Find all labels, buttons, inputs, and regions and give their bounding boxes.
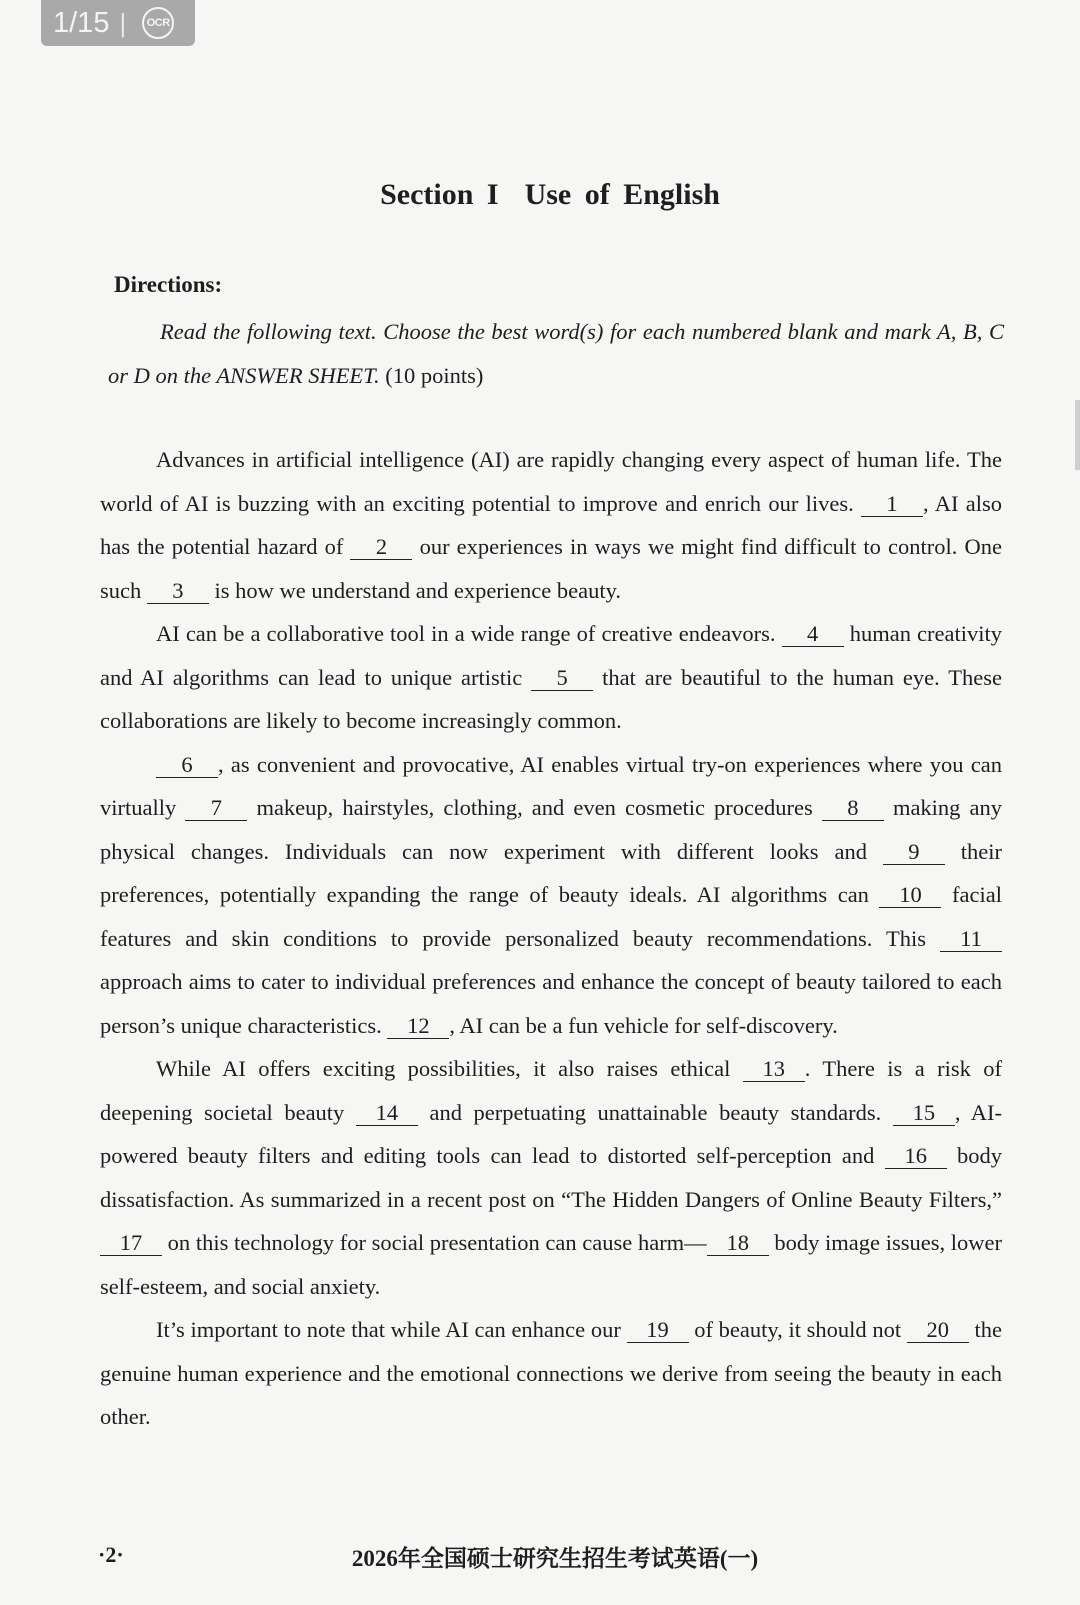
paragraph-3 bbox=[100, 743, 1002, 1048]
page-number: ·2· bbox=[98, 1542, 124, 1567]
blank-15: 15 bbox=[893, 1101, 955, 1126]
blank-10: 10 bbox=[879, 883, 941, 908]
passage-text: It’s important to note that while AI can enhance our bbox=[156, 1317, 627, 1342]
paragraph-4 bbox=[100, 1047, 1002, 1308]
paragraph-2 bbox=[100, 612, 1002, 743]
blank-20: 20 bbox=[907, 1318, 969, 1343]
page-counter[interactable] bbox=[41, 0, 195, 46]
directions-text bbox=[108, 310, 1004, 398]
blank-12: 12 bbox=[387, 1014, 449, 1039]
page-counter-separator: | bbox=[119, 7, 127, 38]
blank-8: 8 bbox=[822, 796, 884, 821]
blank-11: 11 bbox=[940, 927, 1002, 952]
passage-text: on this technology for social presentation can cause harm— bbox=[162, 1230, 707, 1255]
blank-14: 14 bbox=[356, 1101, 418, 1126]
passage-text: , as convenient and provocative, AI enables virtual try-on experiences where you can virtually bbox=[100, 751, 1002, 820]
passage bbox=[100, 438, 1002, 1439]
blank-2: 2 bbox=[350, 535, 412, 560]
passage-text: and perpetuating unattainable beauty standards. bbox=[417, 1099, 893, 1125]
directions-heading: Directions: bbox=[114, 272, 223, 297]
page-edge-mark bbox=[1075, 400, 1080, 470]
passage-text: their preferences, potentially expanding the range of beauty ideals. AI algorithms can bbox=[100, 838, 1002, 907]
blank-6: 6 bbox=[156, 753, 218, 778]
ocr-icon[interactable] bbox=[142, 7, 174, 39]
passage-text: While AI offers exciting possibilities, it also raises ethical bbox=[156, 1056, 743, 1081]
passage-text: that are beautiful to the human eye. These collaborations are likely to become increasingly common. bbox=[100, 664, 1002, 733]
blank-1: 1 bbox=[861, 492, 923, 517]
passage-text: AI can be a collaborative tool in a wide range of creative endeavors. bbox=[156, 621, 782, 646]
exam-title: 2026年全国硕士研究生招生考试英语(一) bbox=[351, 1546, 759, 1571]
passage-text: is how we understand and experience beauty. bbox=[208, 577, 622, 603]
blank-5: 5 bbox=[531, 666, 593, 691]
blank-18: 18 bbox=[707, 1231, 769, 1256]
blank-13: 13 bbox=[743, 1057, 805, 1082]
passage-text: makeup, hairstyles, clothing, and even cosmetic procedures bbox=[247, 795, 822, 820]
section-title-part1: Section I bbox=[380, 178, 499, 211]
passage-text: making any physical changes. Individuals can now experiment with different looks and bbox=[100, 795, 1003, 864]
passage-text: , AI-powered beauty filters and editing tools can lead to distorted self-perception and bbox=[100, 1099, 1003, 1168]
page-counter-text: 1/15 bbox=[53, 6, 110, 39]
passage-text: of beauty, it should not bbox=[688, 1317, 907, 1342]
blank-9: 9 bbox=[883, 840, 945, 865]
ocr-icon-label: OCR bbox=[146, 17, 170, 29]
blank-7: 7 bbox=[185, 796, 247, 821]
section-title-part2: Use of English bbox=[524, 178, 720, 211]
passage-text: , AI can be a fun vehicle for self-discovery. bbox=[449, 1012, 838, 1038]
paragraph-1 bbox=[100, 438, 1002, 612]
passage-text: human creativity and AI algorithms can lead to unique artistic bbox=[100, 621, 1002, 690]
passage-text: body dissatisfaction. As summarized in a recent post on “The Hidden Dangers of Online Beauty Filters,” bbox=[100, 1143, 1003, 1212]
passage-text: , AI also has the potential hazard of bbox=[100, 490, 1002, 559]
passage-text: Advances in artificial intelligence (AI) are rapidly changing every aspect of human life. The world of AI is buzzing with an exciting potential to improve and enrich our lives. bbox=[100, 447, 1002, 516]
passage-text: facial features and skin conditions to provide personalized beauty recommendations. This bbox=[100, 882, 1002, 951]
section-title bbox=[0, 178, 1080, 212]
passage-text: approach aims to cater to individual preferences and enhance the concept of beauty tailored to each person’s unique characteristics. bbox=[100, 969, 1002, 1038]
directions-instruction: Read the following text. Choose the best word(s) for each numbered blank and mark A, B, C or D on the ANSWER SHEET. bbox=[108, 319, 1004, 388]
blank-3: 3 bbox=[147, 579, 209, 604]
blank-17: 17 bbox=[100, 1231, 162, 1256]
passage-text: . There is a risk of deepening societal beauty bbox=[100, 1056, 1002, 1125]
passage-text: our experiences in ways we might find difficult to control. One such bbox=[100, 534, 1002, 603]
passage-text: the genuine human experience and the emotional connections we derive from seeing the beauty in each other. bbox=[100, 1317, 1002, 1429]
paragraph-5 bbox=[100, 1308, 1002, 1439]
blank-4: 4 bbox=[782, 622, 844, 647]
passage-text: body image issues, lower self-esteem, and social anxiety. bbox=[100, 1230, 1002, 1299]
directions-points: (10 points) bbox=[385, 363, 484, 388]
blank-19: 19 bbox=[627, 1318, 689, 1343]
blank-16: 16 bbox=[885, 1144, 947, 1169]
